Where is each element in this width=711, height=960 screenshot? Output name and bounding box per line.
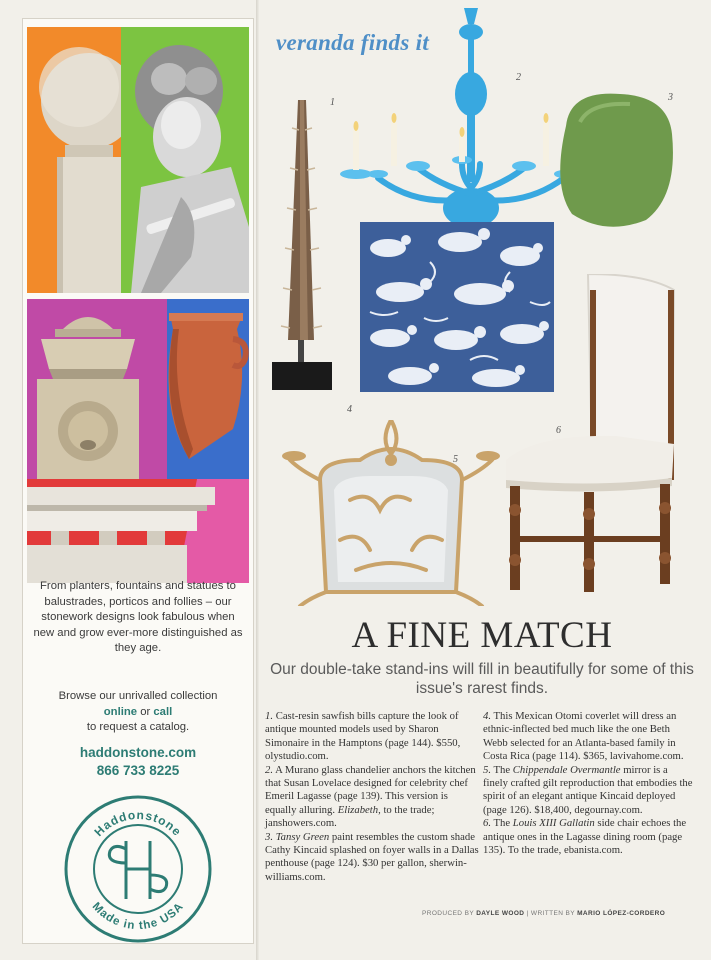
seal-top-text: Haddonstone	[91, 807, 185, 840]
caption-italic-name: Tansy Green	[275, 830, 330, 843]
ad-phone-number[interactable]: 866 733 8225	[96, 763, 180, 778]
caption-italic-name: Louis XIII Gallatin	[512, 817, 595, 830]
caption-number: 1.	[265, 710, 274, 722]
article-dek: Our double-take stand-ins will fill in beautifully for some of this issue's rarest finds.	[270, 661, 694, 697]
ad-tile-cornice	[27, 479, 249, 583]
caption-text: The	[493, 817, 511, 830]
ad-online-link[interactable]: online	[103, 705, 138, 718]
tansy-green-paint-swatch	[550, 86, 678, 232]
caption-text: Cast-resin sawfish bills capture the look of antique mounted models used by Sharon Simonaire in the Hamptons (page 144). $550, olystudio.com.	[265, 710, 461, 763]
caption-item-1	[265, 710, 479, 764]
ad-tile-finial	[27, 27, 121, 293]
svg-text:Made in the USA	[90, 900, 187, 932]
credit-writer-name: MARIO LÓPEZ-CORDERO	[577, 910, 666, 917]
chippendale-mirror-image	[280, 420, 502, 606]
ad-browse-links-line	[23, 705, 253, 721]
ad-body-copy	[23, 579, 253, 657]
item-number-6: 6	[556, 425, 561, 436]
caption-text: This Mexican Otomi coverlet will dress an ethnic-inflected bed much like the one Beth Webb selected for an Atlanta-based family in Costa Rica (page 114). $365, lavivahome.com.	[483, 710, 684, 763]
ad-website-link[interactable]: haddonstone.com	[79, 745, 197, 760]
item-number-1: 1	[330, 97, 335, 108]
caption-column-right	[483, 710, 695, 857]
item-number-2: 2	[516, 72, 521, 83]
haddonstone-seal-logo	[60, 791, 216, 947]
ad-or-text: or	[140, 705, 151, 718]
item-number-3: 3	[668, 92, 673, 103]
caption-item-2	[265, 764, 479, 831]
terracotta-urn-image	[149, 299, 249, 479]
page-credits	[422, 910, 665, 917]
caption-text-cont: side chair echoes the antique ones in the Lagasse dining room (page 135). To the trade, ebanista.com.	[483, 817, 687, 857]
caption-column-left	[265, 710, 479, 884]
item-number-5: 5	[453, 454, 458, 465]
seal-bottom-text: Made in the USA	[89, 900, 187, 933]
stone-cornice-image	[27, 479, 249, 583]
haddonstone-ad	[22, 18, 254, 944]
caption-italic-name: Chippendale Overmantle	[512, 763, 621, 776]
caption-text-cont: to the trade; janshowers.com.	[265, 803, 435, 830]
caption-number: 4.	[483, 710, 492, 722]
caption-text: The	[493, 763, 511, 776]
caption-number: 6.	[483, 817, 492, 830]
caption-item-3	[265, 831, 479, 885]
caption-item-4	[483, 710, 695, 764]
caption-text-cont: paint resembles the custom shade Cathy Kincaid splashed on foyer walls in a Dallas penthouse (page 124). $30 per gallon, sherwin-williams.com.	[265, 830, 479, 883]
caption-item-5	[483, 764, 695, 818]
masthead: veranda finds it	[276, 30, 430, 55]
svg-text:Haddonstone	[92, 808, 185, 839]
lion-fountain-image	[27, 299, 149, 479]
ad-browse-copy	[23, 689, 253, 736]
caption-number: 2.	[265, 763, 274, 776]
credit-written-label: WRITTEN BY	[530, 910, 575, 917]
ad-tile-fountain	[27, 299, 149, 479]
sawfish-bill-image	[270, 100, 334, 392]
ad-browse-line: Browse our unrivalled collection	[58, 690, 218, 702]
ad-tile-statue	[121, 27, 249, 293]
ad-catalog-line: to request a catalog.	[86, 721, 190, 733]
stone-finial-image	[27, 27, 121, 293]
marble-statue-image	[121, 27, 249, 293]
credit-produced-label: PRODUCED BY	[422, 910, 474, 917]
caption-number: 5.	[483, 763, 492, 776]
article-headline: A FINE MATCH	[351, 615, 613, 656]
ad-call-link[interactable]: call	[153, 705, 173, 718]
caption-text: A Murano glass chandelier anchors the kitchen that Susan Lovelace designed for celebrity chef Emeril Lagasse (page 139). This version is equally alluring.	[265, 763, 476, 816]
caption-italic-name: Elizabeth,	[337, 803, 381, 816]
louis-xiii-chair-image	[496, 274, 686, 594]
credit-separator: |	[526, 910, 529, 917]
ad-tile-urn	[149, 299, 249, 479]
caption-number: 3.	[265, 830, 274, 843]
credit-producer-name: DAYLE WOOD	[476, 910, 525, 917]
item-number-4: 4	[347, 404, 352, 415]
caption-text-cont: mirror is a finely crafted gilt reproduction that embodies the spirit of an elegant antique Kincaid deployed (page 126). $18,400, degournay.com.	[483, 763, 693, 816]
caption-item-6	[483, 817, 695, 857]
ad-body-text: From planters, fountains and statues to balustrades, porticos and follies – our stonework designs look fabulous when new and grow ever-more distinguished as they age.	[33, 580, 243, 654]
page-gutter	[256, 0, 259, 960]
